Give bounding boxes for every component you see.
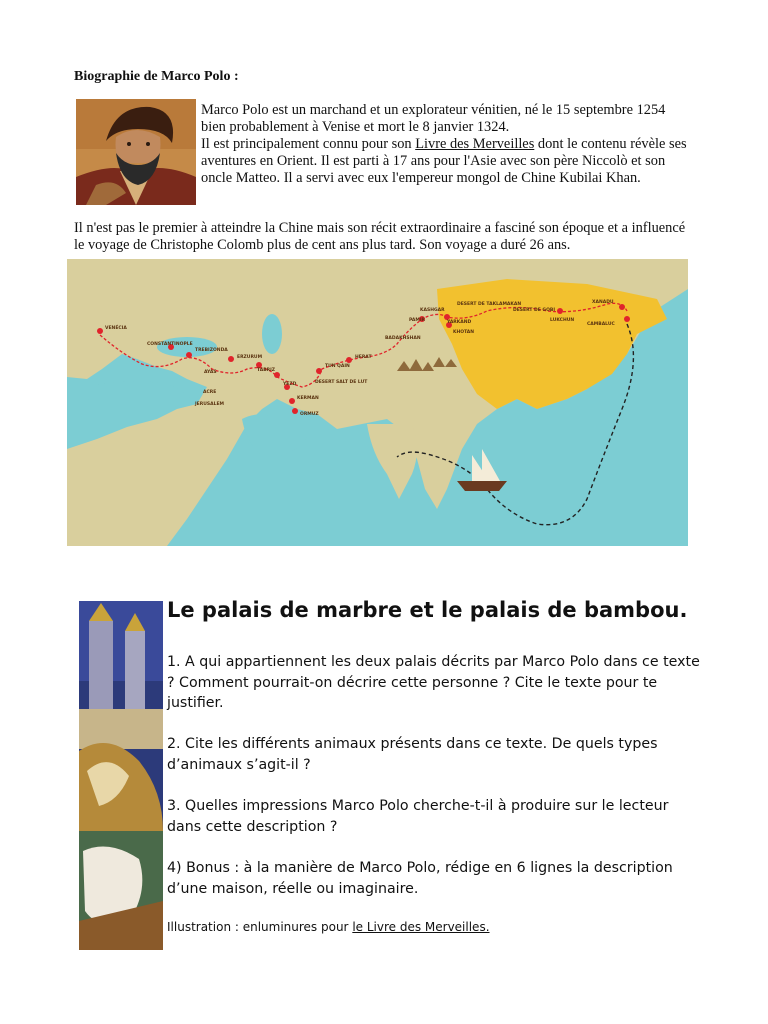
caption-text: Illustration : enluminures pour — [167, 920, 353, 934]
desert-taklamakan: DESERT DE TAKLAMAKAN — [457, 302, 522, 307]
question-1: 1. A qui appartiennent les deux palais décrits par Marco Polo dans ce texte ? Comment pourrait-on décrire cette personne ? Cite le texte pour te justifier. — [167, 654, 700, 712]
city-xanadu: XANADU — [592, 300, 614, 305]
question-4: 4) Bonus : à la manière de Marco Polo, rédige en 6 lignes la description d’une maison, réelle ou imaginaire. — [167, 859, 673, 897]
marco-polo-portrait — [76, 99, 196, 205]
city-pamir: PAMIR — [409, 318, 425, 323]
birth-death-text: Marco Polo est un marchand et un explorateur vénitien, né le 15 septembre 1254 bien probablement à Venise et mort le 8 janvier 1324. — [201, 102, 666, 135]
book-text — [201, 136, 691, 187]
activity-title: Le palais de marbre et le palais de bambou. — [167, 598, 688, 622]
city-lukchun: LUKCHUN — [550, 318, 575, 323]
book-text-pre: Il est principalement connu pour son — [201, 136, 416, 152]
biography-intro — [201, 102, 691, 187]
city-tabriz: TABRIZ — [257, 368, 276, 373]
biography-extra-text: Il n'est pas le premier à atteindre la Chine mais son récit extraordinaire a fasciné son époque et a influencé le voyage de Christophe Colomb plus de cent ans plus tard. Son voyage a duré 26 ans. — [74, 220, 686, 253]
city-herat: HERAT — [355, 355, 372, 360]
voyage-route-map — [67, 259, 688, 546]
city-badakhshan: BADAKHSHAN — [385, 336, 421, 341]
city-erzurum: ERZURUM — [237, 355, 263, 360]
illumination-image — [79, 601, 163, 950]
illustration-caption — [167, 920, 490, 934]
city-tun-qain: TUN QAIN — [325, 364, 350, 369]
desert-gobi: DESERT DE GOBI — [513, 308, 556, 313]
city-ormuz: ORMUZ — [300, 412, 319, 417]
city-yezd: YEZD — [283, 382, 297, 387]
city-kashgar: KASHGAR — [420, 308, 445, 313]
desert-salt-de-lut: DESERT SALT DE LUT — [315, 380, 368, 385]
city-khotan: KHOTAN — [453, 330, 475, 335]
city-acre: ACRE — [203, 390, 217, 395]
city-yarkand: YARKAND — [447, 320, 472, 325]
city-kerman: KERMAN — [297, 396, 319, 401]
question-2: 2. Cite les différents animaux présents dans ce texte. De quels types d’animaux s’agit-il ? — [167, 736, 658, 773]
city-cambaluc: CAMBALUC — [587, 322, 615, 327]
city-venice: VENÉCIA — [105, 326, 127, 331]
question-3: 3. Quelles impressions Marco Polo cherche-t-il à produire sur le lecteur dans cette description ? — [167, 798, 669, 835]
questions-list — [167, 652, 702, 920]
city-trebizond: TREBIZONDA — [195, 348, 228, 353]
caption-link[interactable]: le Livre des Merveilles. — [352, 920, 490, 934]
biography-extra — [74, 220, 694, 254]
city-ayas: AYAS — [204, 370, 217, 375]
book-text-post: dont le contenu révèle ses aventures en Orient. Il est parti à 17 ans pour l'Asie avec son père Niccolò et son oncle Matteo. Il a servi avec eux l'empereur mongol de Chine Kubilai Khan. — [201, 136, 687, 186]
city-constantinople: CONSTANTINOPLE — [147, 342, 193, 347]
biography-heading: Biographie de Marco Polo : — [74, 69, 239, 84]
livre-des-merveilles-link[interactable]: Livre des Merveilles — [415, 136, 535, 152]
city-jerusalem: JERUSALEM — [195, 402, 225, 407]
